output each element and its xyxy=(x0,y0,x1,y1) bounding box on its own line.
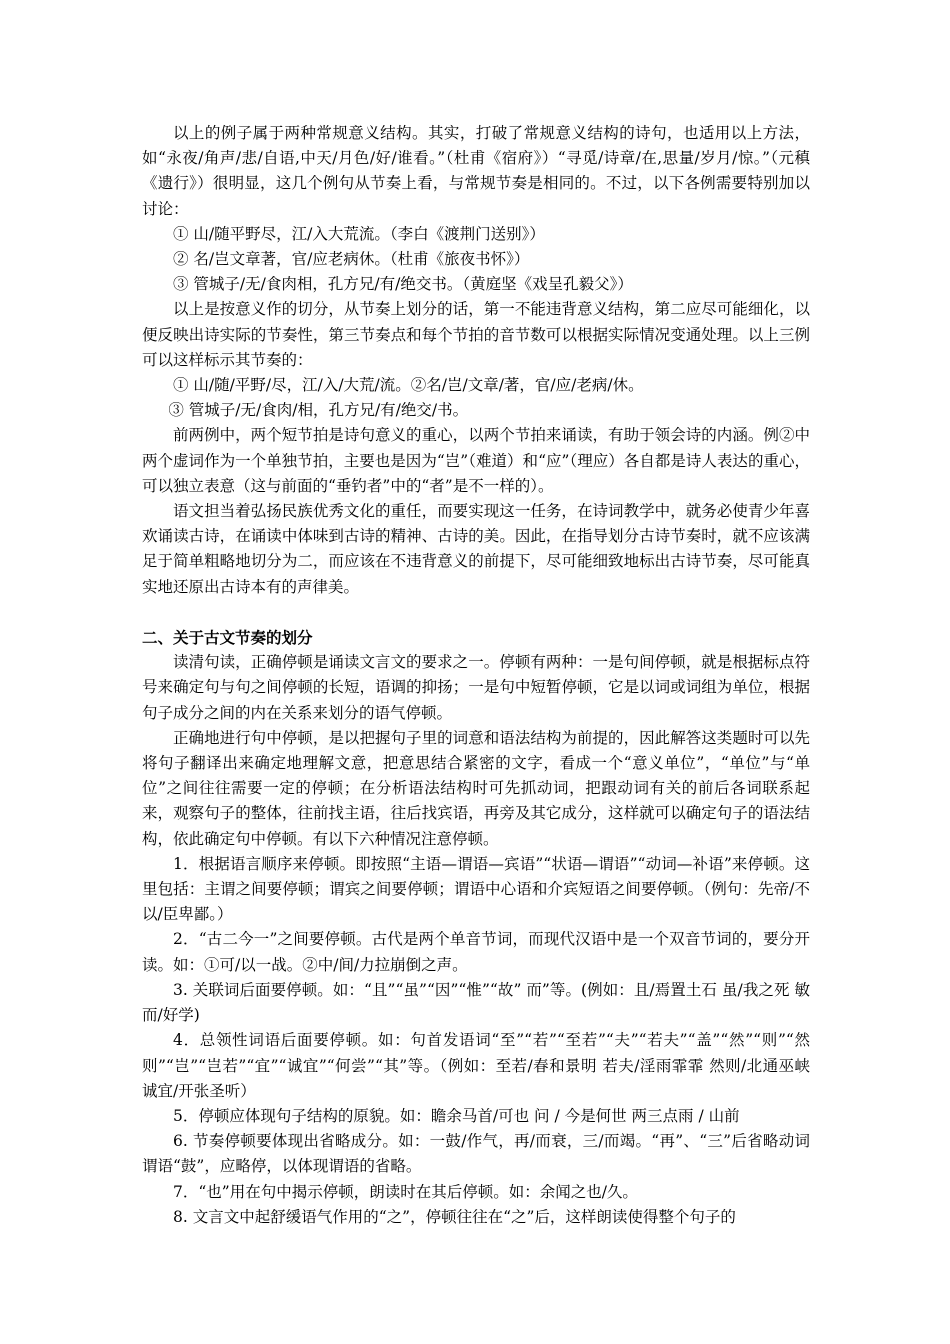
rule-item: 6. 节奏停顿要体现出省略成分。如：一鼓/作气，再/而衰，三/而竭。“再”、“三”后省略动词谓语“鼓”，应略停，以体现谓语的省略。 xyxy=(142,1132,810,1176)
example-1: ① 山/随平野尽，江/入大荒流。（李白《渡荆门送别》） xyxy=(173,224,545,243)
blank-line xyxy=(142,600,810,625)
rule-item: 5．停顿应体现句子结构的原貌。如：瞻余马首/可也 问 / 今是何世 两三点雨 / 山前 xyxy=(173,1106,740,1125)
rule-item: 4．总领性词语后面要停顿。如：句首发语词“至”“若”“至若”“夫”“若夫”“盖”“然”“则”“然则”“岂”“岂若”“宜”“诚宜”“何尝”“其”等。（例如：至若/春和景明 若夫/淫雨霏霏 然则/北通巫峡 诚宜/开张圣听） xyxy=(142,1031,810,1100)
rule-item: 2．“古二今一”之间要停顿。古代是两个单音节词，而现代汉语中是一个双音节词的，要分开读。如：①可/以一战。②中/间/力拉崩倒之声。 xyxy=(142,930,810,974)
rule-item: 3. 关联词后面要停顿。如：“且”“虽”“因”“惟”“故” 而”等。(例如：且/焉置土石 虽/我之死 敏而/好学) xyxy=(142,980,810,1025)
rule-item: 8. 文言文中起舒缓语气作用的“之”，停顿往往在“之”后，这样朗读使得整个句子的 xyxy=(173,1207,736,1226)
paragraph-intro: 以上的例子属于两种常规意义结构。其实，打破了常规意义结构的诗句，也适用以上方法，如“永夜/角声/悲/自语,中天/月色/好/谁看。”（杜甫《宿府》）“寻觅/诗章/在,思量/岁月/惊。”（元稹《遗行》）很明显，这几个例句从节奏上看，与常规节奏是相同的。不过，以下各例需要特别加以讨论： xyxy=(142,124,810,218)
document-body xyxy=(142,121,810,1230)
example-3: ③ 管城子/无/食肉相，孔方兄/有/绝交书。（黄庭坚《戏呈孔毅父》） xyxy=(173,275,633,294)
rule-item: 1．根据语言顺序来停顿。即按照“主语—谓语—宾语”“状语—谓语”“动词—补语”来停顿。这里包括：主谓之间要停顿；谓宾之间要停顿；谓语中心语和介宾短语之间要停顿。（例句：先帝/不以/臣卑鄙。） xyxy=(142,854,810,924)
paragraph-discussion: 前两例中，两个短节拍是诗句意义的重心，以两个节拍来诵读，有助于领会诗的内涵。例②中两个虚词作为一个单独节拍，主要也是因为“岂”（难道）和“应”（理应）各自都是诗人表达的重心，可以独立表意（这与前面的“垂钓者”中的“者”是不一样的）。 xyxy=(142,426,810,495)
marked-example-1: ① 山/随/平野/尽，江/入/大荒/流。②名/岂/文章/著，官/应/老病/休。 xyxy=(173,376,644,395)
rule-item: 7．“也”用在句中揭示停顿，朗读时在其后停顿。如：余闻之也/久。 xyxy=(173,1182,638,1201)
paragraph-pause-types: 读清句读，正确停顿是诵读文言文的要求之一。停顿有两种：一是句间停顿，就是根据标点符号来确定句与句之间停顿的长短，语调的抑扬；一是句中短暂停顿，它是以词或词组为单位，根据句子成分之间的内在关系来划分的语气停顿。 xyxy=(142,653,810,722)
marked-example-2: ③ 管城子/无/食肉/相，孔方兄/有/绝交/书。 xyxy=(168,401,469,420)
example-2: ② 名/岂文章著，官/应老病休。（杜甫《旅夜书怀》） xyxy=(173,250,530,269)
section-heading: 二、关于古文节奏的划分 xyxy=(142,628,313,648)
paragraph-pause-method: 正确地进行句中停顿，是以把握句子里的词意和语法结构为前提的，因此解答这类题时可以先将句子翻译出来确定地理解文意，把意思结合紧密的文字，看成一个“意义单位”，“单位”与“单位”之间往往需要一定的停顿；在分析语法结构时可先抓动词，把跟动词有关的前后各词联系起来，观察句子的整体，往前找主语，往后找宾语，再旁及其它成分，这样就可以确定句子的语法结构，依此确定句中停顿。有以下六种情况注意停顿。 xyxy=(142,728,810,848)
paragraph-explain: 以上是按意义作的切分，从节奏上划分的话，第一不能违背意义结构，第二应尽可能细化，以便反映出诗实际的节奏性，第三节奏点和每个节拍的音节数可以根据实际情况变通处理。以上三例可以这样标示其节奏的： xyxy=(142,300,810,369)
paragraph-conclusion: 语文担当着弘扬民族优秀文化的重任，而要实现这一任务，在诗词教学中，就务必使青少年喜欢诵读古诗，在诵读中体味到古诗的精神、古诗的美。因此，在指导划分古诗节奏时，就不应该满足于简单粗略地切分为二，而应该在不违背意义的前提下，尽可能细致地标出古诗节奏，尽可能真实地还原出古诗本有的声律美。 xyxy=(142,502,810,596)
